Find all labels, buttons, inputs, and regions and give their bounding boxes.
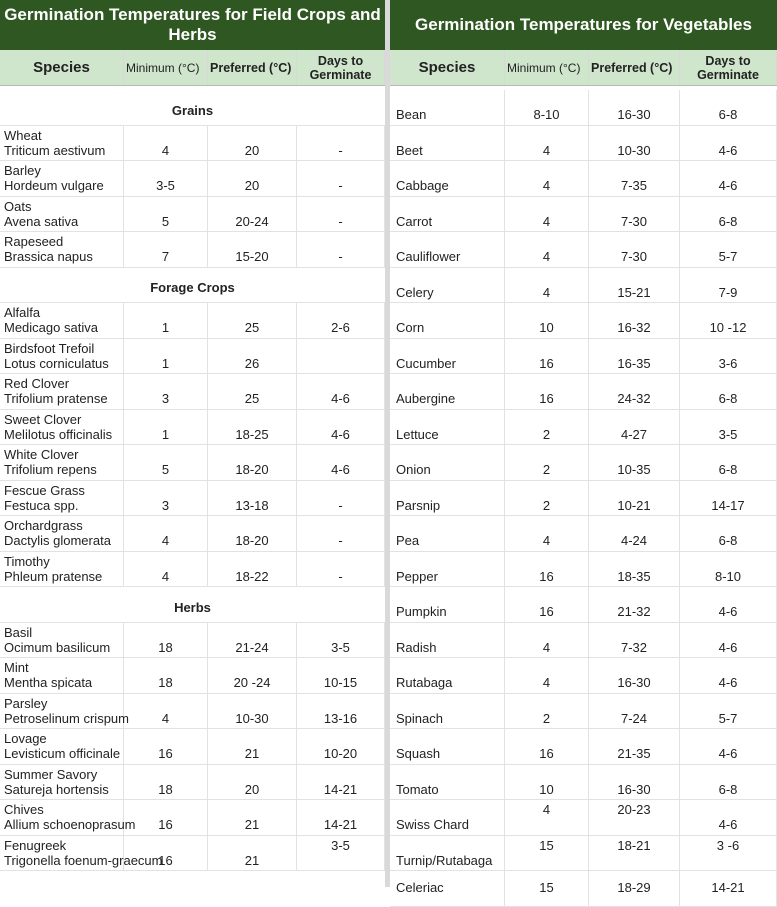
table-row — [390, 765, 777, 801]
common-name: Oats — [4, 198, 32, 214]
common-name: Summer Savory — [4, 766, 98, 782]
days-cell: 7-9 — [680, 268, 777, 303]
latin-name: Triticum aestivum — [4, 142, 106, 158]
header-species: Species — [0, 50, 124, 85]
table-row — [0, 410, 385, 446]
table-row — [390, 871, 777, 907]
days-cell: 4-6 — [680, 161, 777, 196]
table-row — [0, 516, 385, 552]
preferred-cell: 4-27 — [589, 410, 680, 445]
table-row — [390, 552, 777, 588]
latin-name: Phleum pratense — [4, 568, 103, 584]
species-cell — [0, 374, 124, 409]
days-cell: 4-6 — [680, 623, 777, 658]
minimum-cell: 2 — [505, 445, 589, 480]
species-cell — [0, 126, 124, 161]
common-name: Chives — [4, 802, 44, 817]
species-cell — [0, 410, 124, 445]
latin-name: Ocimum basilicum — [4, 639, 111, 655]
latin-name: Allium schoenoprasum — [4, 817, 136, 832]
table-row — [390, 623, 777, 659]
days-cell: 3-6 — [680, 339, 777, 374]
minimum-cell: 4 — [505, 197, 589, 232]
preferred-cell: 21-24 — [208, 623, 297, 658]
latin-name: Trifolium repens — [4, 462, 97, 477]
header-days: Days to Germinate — [680, 50, 777, 85]
latin-name: Petroselinum crispum — [4, 710, 129, 726]
minimum-cell: 10 — [505, 303, 589, 338]
minimum-cell: 4 — [505, 161, 589, 196]
species-cell — [0, 836, 163, 871]
minimum-cell: 7 — [124, 232, 208, 267]
days-cell: 3 -6 — [680, 836, 777, 871]
preferred-cell: 15-21 — [589, 268, 680, 303]
species-cell — [0, 481, 124, 516]
table-row — [0, 445, 385, 481]
table-row — [390, 374, 777, 410]
preferred-cell: 7-24 — [589, 694, 680, 729]
preferred-cell: 21 — [208, 800, 297, 835]
days-cell: 4-6 — [680, 658, 777, 693]
common-name: Birdsfoot Trefoil — [4, 340, 95, 356]
minimum-cell: 3 — [124, 481, 208, 516]
preferred-cell: 18-20 — [208, 516, 297, 551]
minimum-cell: 16 — [505, 339, 589, 374]
latin-name: Dactylis glomerata — [4, 533, 111, 548]
minimum-cell: 4 — [124, 694, 208, 729]
vegetable-name: Swiss Chard — [390, 800, 505, 835]
minimum-cell: 18 — [124, 658, 208, 693]
latin-name: Trigonella foenum-graecum — [4, 852, 163, 868]
minimum-cell: 4 — [505, 800, 589, 835]
table-row — [0, 232, 385, 268]
table-row — [390, 126, 777, 162]
species-cell — [0, 516, 124, 551]
preferred-cell: 16-32 — [589, 303, 680, 338]
minimum-cell: 4 — [124, 516, 208, 551]
preferred-cell: 21-35 — [589, 729, 680, 764]
vegetable-name: Pepper — [390, 552, 505, 587]
common-name: Mint — [4, 660, 29, 675]
common-name: Barley — [4, 163, 41, 178]
preferred-cell: 21 — [208, 729, 297, 764]
species-cell — [0, 765, 124, 800]
species-cell — [0, 161, 124, 196]
minimum-cell: 4 — [505, 516, 589, 551]
days-cell: 13-16 — [297, 694, 385, 729]
minimum-cell: 4 — [505, 623, 589, 658]
vegetable-name: Squash — [390, 729, 505, 764]
common-name: Timothy — [4, 553, 50, 569]
days-cell: 14-17 — [680, 481, 777, 516]
preferred-cell: 26 — [208, 339, 297, 374]
days-cell: 8-10 — [680, 552, 777, 587]
days-cell: 14-21 — [297, 800, 385, 835]
table-row — [390, 197, 777, 233]
preferred-cell: 20 — [208, 765, 297, 800]
days-cell: 10 -12 — [680, 303, 777, 338]
minimum-cell: 1 — [124, 339, 208, 374]
table-row — [0, 552, 385, 588]
species-cell — [0, 232, 124, 267]
preferred-cell: 20 — [208, 126, 297, 161]
table-row — [390, 303, 777, 339]
latin-name: Festuca spp. — [4, 497, 79, 513]
minimum-cell: 16 — [505, 552, 589, 587]
table-row — [390, 90, 777, 126]
days-cell: - — [297, 232, 385, 267]
table-row — [0, 765, 385, 801]
days-cell: 4-6 — [297, 445, 385, 480]
vegetable-name: Corn — [390, 303, 505, 338]
vegetable-name: Cabbage — [390, 161, 505, 196]
preferred-cell: 10-30 — [208, 694, 297, 729]
days-cell: 4-6 — [680, 126, 777, 161]
vegetable-name: Onion — [390, 445, 505, 480]
minimum-cell: 18 — [124, 765, 208, 800]
table-row — [390, 268, 777, 304]
table-row — [390, 658, 777, 694]
days-cell: 6-8 — [680, 90, 777, 125]
table-row — [390, 161, 777, 197]
field-crops-title: Germination Temperatures for Field Crops and Herbs — [0, 0, 385, 50]
species-cell — [0, 694, 129, 729]
section-heading: Forage Crops — [0, 268, 385, 304]
section-heading: Grains — [0, 90, 385, 126]
days-cell: 4-6 — [297, 410, 385, 445]
minimum-cell: 2 — [505, 481, 589, 516]
preferred-cell: 16-30 — [589, 658, 680, 693]
days-cell: 3-5 — [680, 410, 777, 445]
table-row — [0, 197, 385, 233]
preferred-cell: 13-18 — [208, 481, 297, 516]
minimum-cell: 18 — [124, 623, 208, 658]
vegetable-name: Cucumber — [390, 339, 505, 374]
species-cell — [0, 303, 124, 338]
preferred-cell: 18-20 — [208, 445, 297, 480]
minimum-cell: 4 — [124, 552, 208, 587]
vegetable-name: Celeriac — [390, 871, 505, 906]
preferred-cell: 7-30 — [589, 232, 680, 267]
table-row — [0, 374, 385, 410]
table-row — [0, 658, 385, 694]
common-name: Wheat — [4, 127, 42, 143]
common-name: Lovage — [4, 731, 47, 746]
table-row — [0, 800, 385, 836]
days-cell: - — [297, 552, 385, 587]
vegetable-name: Rutabaga — [390, 658, 505, 693]
preferred-cell: 24-32 — [589, 374, 680, 409]
preferred-cell: 21 — [208, 836, 297, 871]
latin-name: Melilotus officinalis — [4, 426, 113, 442]
common-name: Rapeseed — [4, 234, 64, 249]
days-cell: 6-8 — [680, 445, 777, 480]
species-cell — [0, 339, 124, 374]
header-preferred: Preferred (°C) — [589, 50, 680, 85]
days-cell: - — [297, 516, 385, 551]
preferred-cell: 18-22 — [208, 552, 297, 587]
header-days: Days to Germinate — [297, 50, 385, 85]
section-heading: Herbs — [0, 587, 385, 623]
days-cell: 5-7 — [680, 694, 777, 729]
table-row — [390, 232, 777, 268]
latin-name: Hordeum vulgare — [4, 178, 104, 193]
days-cell: 10-15 — [297, 658, 385, 693]
minimum-cell: 4 — [505, 658, 589, 693]
vegetable-name: Cauliflower — [390, 232, 505, 267]
species-cell — [0, 552, 124, 587]
table-row — [390, 800, 777, 836]
preferred-cell: 16-30 — [589, 90, 680, 125]
preferred-cell: 18-21 — [589, 836, 680, 871]
common-name: Alfalfa — [4, 305, 41, 320]
preferred-cell: 21-32 — [589, 587, 680, 622]
preferred-cell: 16-30 — [589, 765, 680, 800]
days-cell: 6-8 — [680, 374, 777, 409]
days-cell: - — [297, 161, 385, 196]
minimum-cell: 3 — [124, 374, 208, 409]
common-name: Sweet Clover — [4, 411, 82, 427]
table-row — [390, 481, 777, 517]
days-cell: 14-21 — [297, 765, 385, 800]
vegetable-name: Pea — [390, 516, 505, 551]
latin-name: Avena sativa — [4, 213, 79, 229]
preferred-cell: 7-35 — [589, 161, 680, 196]
minimum-cell: 4 — [505, 126, 589, 161]
vegetable-name: Beet — [390, 126, 505, 161]
days-cell: 6-8 — [680, 516, 777, 551]
table-row — [390, 836, 777, 872]
minimum-cell: 16 — [124, 800, 208, 835]
preferred-cell: 10-21 — [589, 481, 680, 516]
minimum-cell: 5 — [124, 197, 208, 232]
table-row — [0, 694, 385, 730]
days-cell: 4-6 — [680, 800, 777, 835]
common-name: Fescue Grass — [4, 482, 85, 498]
common-name: Orchardgrass — [4, 518, 83, 533]
species-cell — [0, 729, 124, 764]
preferred-cell: 15-20 — [208, 232, 297, 267]
common-name: Fenugreek — [4, 837, 67, 853]
common-name: Red Clover — [4, 376, 70, 391]
field-crops-table — [0, 0, 385, 887]
table-row — [390, 516, 777, 552]
vegetables-header-row — [390, 50, 777, 86]
table-row — [0, 729, 385, 765]
table-row — [0, 481, 385, 517]
days-cell: 6-8 — [680, 197, 777, 232]
table-row — [390, 410, 777, 446]
preferred-cell: 20 — [208, 161, 297, 196]
minimum-cell: 1 — [124, 303, 208, 338]
field-crops-header-row — [0, 50, 385, 86]
days-cell: 10-20 — [297, 729, 385, 764]
preferred-cell: 10-30 — [589, 126, 680, 161]
species-cell — [0, 445, 124, 480]
preferred-cell: 20-24 — [208, 197, 297, 232]
vegetable-name: Celery — [390, 268, 505, 303]
days-cell: - — [297, 481, 385, 516]
days-cell: 2-6 — [297, 303, 385, 338]
table-row — [0, 303, 385, 339]
table-row — [390, 445, 777, 481]
table-row — [390, 587, 777, 623]
latin-name: Trifolium pratense — [4, 391, 108, 406]
table-row — [390, 339, 777, 375]
minimum-cell: 2 — [505, 694, 589, 729]
vegetable-name: Radish — [390, 623, 505, 658]
preferred-cell: 4-24 — [589, 516, 680, 551]
minimum-cell: 4 — [505, 232, 589, 267]
species-cell — [0, 800, 136, 835]
vegetable-name: Pumpkin — [390, 587, 505, 622]
minimum-cell: 16 — [124, 729, 208, 764]
table-row — [0, 161, 385, 197]
minimum-cell: 15 — [505, 836, 589, 871]
vegetables-table — [390, 0, 777, 895]
days-cell: - — [297, 197, 385, 232]
minimum-cell: 16 — [505, 374, 589, 409]
vegetable-name: Turnip/Rutabaga — [390, 836, 505, 871]
minimum-cell: 1 — [124, 410, 208, 445]
latin-name: Medicago sativa — [4, 320, 98, 335]
days-cell: 4-6 — [297, 374, 385, 409]
days-cell — [297, 339, 385, 374]
preferred-cell: 7-32 — [589, 623, 680, 658]
vegetable-name: Parsnip — [390, 481, 505, 516]
vegetable-name: Aubergine — [390, 374, 505, 409]
vegetable-name: Spinach — [390, 694, 505, 729]
minimum-cell: 16 — [505, 587, 589, 622]
minimum-cell: 5 — [124, 445, 208, 480]
preferred-cell: 7-30 — [589, 197, 680, 232]
preferred-cell: 20-23 — [589, 800, 680, 835]
table-row — [390, 729, 777, 765]
minimum-cell: 16 — [505, 729, 589, 764]
species-cell — [0, 623, 124, 658]
preferred-cell: 16-35 — [589, 339, 680, 374]
preferred-cell: 18-35 — [589, 552, 680, 587]
minimum-cell: 8-10 — [505, 90, 589, 125]
vegetables-title: Germination Temperatures for Vegetables — [390, 0, 777, 50]
vegetable-name: Tomato — [390, 765, 505, 800]
minimum-cell: 10 — [505, 765, 589, 800]
latin-name: Levisticum officinale — [4, 746, 121, 761]
days-cell: 14-21 — [680, 871, 777, 906]
header-preferred: Preferred (°C) — [208, 50, 297, 85]
vegetable-name: Lettuce — [390, 410, 505, 445]
vegetable-name: Carrot — [390, 197, 505, 232]
preferred-cell: 20 -24 — [208, 658, 297, 693]
preferred-cell: 25 — [208, 303, 297, 338]
common-name: Parsley — [4, 695, 48, 711]
species-cell — [0, 658, 124, 693]
latin-name: Lotus corniculatus — [4, 355, 109, 371]
preferred-cell: 18-25 — [208, 410, 297, 445]
latin-name: Brassica napus — [4, 249, 93, 264]
days-cell: 4-6 — [680, 729, 777, 764]
days-cell: 4-6 — [680, 587, 777, 622]
common-name: White Clover — [4, 447, 79, 462]
preferred-cell: 10-35 — [589, 445, 680, 480]
minimum-cell: 4 — [124, 126, 208, 161]
preferred-cell: 25 — [208, 374, 297, 409]
preferred-cell: 18-29 — [589, 871, 680, 906]
minimum-cell: 3-5 — [124, 161, 208, 196]
minimum-cell: 4 — [505, 268, 589, 303]
species-cell — [0, 197, 124, 232]
table-row — [390, 694, 777, 730]
table-row — [0, 126, 385, 162]
table-row — [0, 339, 385, 375]
days-cell: 5-7 — [680, 232, 777, 267]
vegetable-name: Bean — [390, 90, 505, 125]
minimum-cell: 2 — [505, 410, 589, 445]
days-cell: 6-8 — [680, 765, 777, 800]
table-row — [0, 623, 385, 659]
minimum-cell: 16 — [124, 836, 208, 871]
minimum-cell: 15 — [505, 871, 589, 906]
latin-name: Satureja hortensis — [4, 781, 109, 797]
days-cell: - — [297, 126, 385, 161]
latin-name: Mentha spicata — [4, 675, 93, 690]
days-cell: 3-5 — [297, 623, 385, 658]
header-species: Species — [390, 50, 505, 85]
table-row — [0, 836, 385, 872]
common-name: Basil — [4, 624, 33, 640]
days-cell: 3-5 — [297, 836, 385, 871]
header-minimum: Minimum (°C) — [505, 50, 589, 85]
header-minimum: Minimum (°C) — [124, 50, 208, 85]
